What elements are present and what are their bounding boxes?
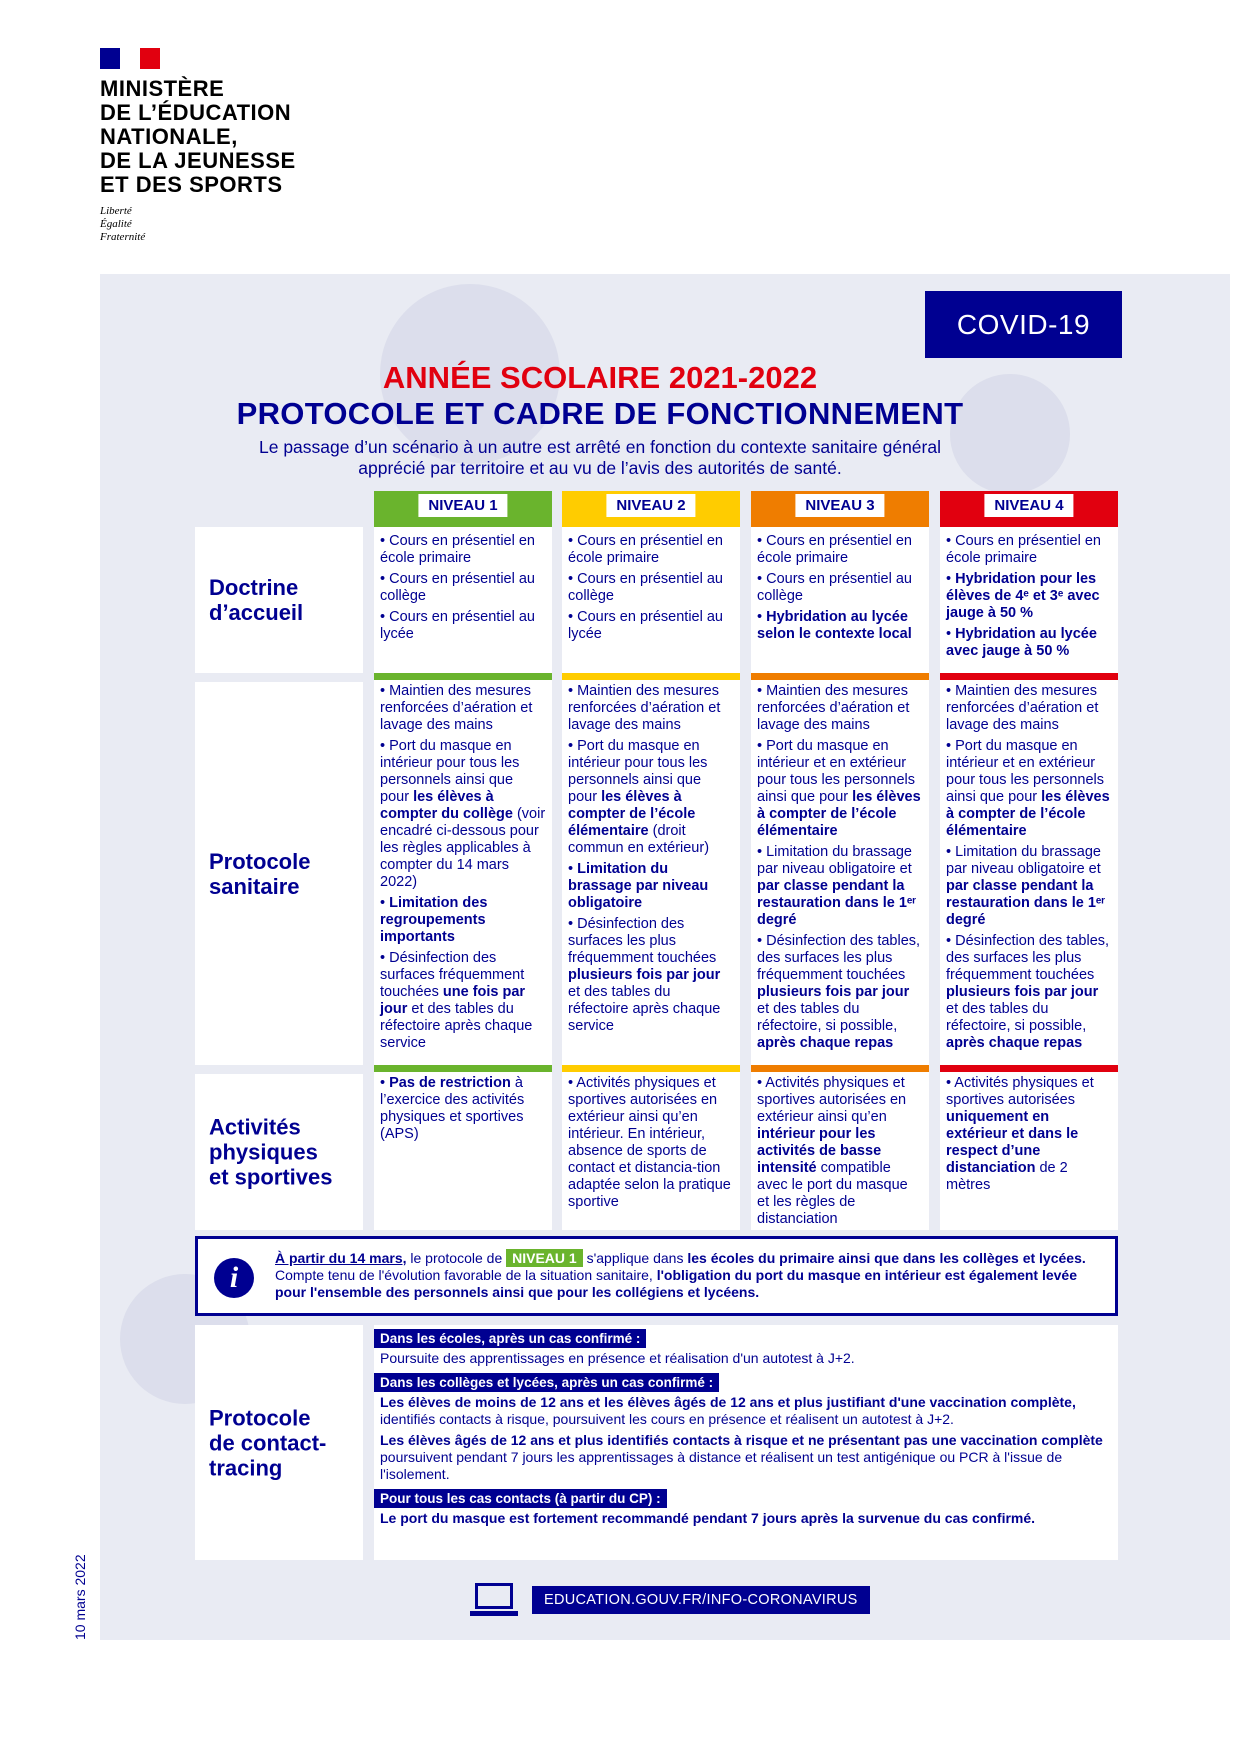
covid-badge: COVID-19 xyxy=(925,291,1122,358)
bullet-text: les élèves à compter de l’école élémentaire xyxy=(757,789,921,839)
bullet-text: • Maintien des mesures renforcées d’aération et lavage des mains xyxy=(946,683,1099,733)
ministry-line: MINISTÈRE xyxy=(100,76,225,101)
bullet-text: Limitation des regroupements importants xyxy=(380,895,488,945)
bullet-item xyxy=(380,533,546,567)
bullet-text: intérieur pour les activités de basse intensité xyxy=(757,1126,882,1176)
level-label: NIVEAU 1 xyxy=(418,494,507,517)
ministry-line: ET DES SPORTS xyxy=(100,172,283,197)
bullet-item xyxy=(946,844,1112,929)
bullet-text: • xyxy=(380,1075,390,1091)
level-header-4 xyxy=(940,491,1118,527)
bullet-text: • Cours en présentiel en école primaire xyxy=(757,533,912,566)
bullet-text: Hybridation au lycée avec jauge à 50 % xyxy=(946,626,1097,659)
secondary-heading: Dans les collèges et lycées, après un cas confirmé : xyxy=(374,1373,719,1392)
level-label: NIVEAU 4 xyxy=(984,494,1073,517)
doctrine-cell-level-1 xyxy=(374,527,552,673)
row-label-line: Activités xyxy=(209,1114,301,1140)
bullet-text: et des tables du réfectoire après chaque service xyxy=(568,984,721,1034)
secondary-text-unvaccinated xyxy=(374,1430,1118,1485)
bullet-text: plusieurs fois par jour xyxy=(757,984,910,1000)
info-box xyxy=(195,1236,1118,1316)
bullet-item xyxy=(380,683,546,734)
row-label-sports xyxy=(195,1074,363,1230)
subtitle-line: apprécié par territoire et au vu de l’avis des autorités de santé. xyxy=(358,458,842,478)
bullet-item xyxy=(946,533,1112,567)
bullet-text: • xyxy=(946,626,956,642)
bullet-text: • Cours en présentiel en école primaire xyxy=(946,533,1101,566)
doctrine-cell-level-4 xyxy=(940,527,1118,673)
motto-line: Fraternité xyxy=(100,231,146,243)
bullet-item xyxy=(757,571,923,605)
bullet-text: Pas de restriction xyxy=(389,1075,511,1091)
school-year-title: ANNÉE SCOLAIRE 2021-2022 xyxy=(382,360,818,395)
sanitary-cell-level-4 xyxy=(940,673,1118,1065)
bullet-item xyxy=(380,950,546,1052)
bullet-text: • Désinfection des surfaces les plus fréquemment touchées xyxy=(568,916,717,966)
republic-motto xyxy=(100,205,296,244)
bullet-item xyxy=(380,571,546,605)
ct-bold: Les élèves de moins de 12 ans et les élèves âgés de 12 ans et plus justifiant d'une vaccination complète, xyxy=(380,1394,1076,1410)
row-label-sanitary xyxy=(195,682,363,1065)
bullet-text: • Cours en présentiel en école primaire xyxy=(568,533,723,566)
row-label-line: Protocole xyxy=(209,848,311,874)
subtitle-line: Le passage d’un scénario à un autre est arrêté en fonction du contexte sanitaire général xyxy=(259,437,941,457)
bullet-item xyxy=(757,738,923,840)
bullet-text: de 2 mètres xyxy=(946,1160,1068,1193)
bullet-text: uniquement en extérieur et dans le respect d’une distanciation xyxy=(946,1109,1079,1176)
sanitary-cell-level-3 xyxy=(751,673,929,1065)
bullet-item xyxy=(757,933,923,1052)
bullet-text: les élèves à compter de l’école élémentaire xyxy=(946,789,1110,839)
bullet-text: • Cours en présentiel au collège xyxy=(380,571,535,604)
schools-heading: Dans les écoles, après un cas confirmé : xyxy=(374,1329,646,1348)
all-contacts-heading: Pour tous les cas contacts (à partir du CP) : xyxy=(374,1489,667,1508)
ct-bold: Les élèves âgés de 12 ans et plus identifiés contacts à risque et ne présentant pas une vaccination complète xyxy=(380,1432,1103,1448)
bullet-item xyxy=(568,861,734,912)
bullet-item xyxy=(380,609,546,643)
info-bold-c: l'obligation du port du masque en intérieur est également levée pour l'ensemble des personnels ainsi que pour les collégiens et lycéens. xyxy=(275,1267,1077,1300)
ministry-line: DE LA JEUNESSE xyxy=(100,148,296,173)
sports-cell-level-3 xyxy=(751,1065,929,1230)
bullet-item xyxy=(380,738,546,891)
bullet-text: compatible avec le port du masque et les règles de distanciation xyxy=(757,1160,908,1227)
level-label: NIVEAU 2 xyxy=(606,494,695,517)
doctrine-cell-level-3 xyxy=(751,527,929,673)
subtitle xyxy=(200,437,1000,479)
info-text-c: Compte tenu de l'évolution favorable de la situation sanitaire, xyxy=(275,1267,657,1283)
bullet-item xyxy=(568,916,734,1035)
bullet-text: • Port du masque en intérieur pour tous les personnels ainsi que pour xyxy=(568,738,708,805)
bullet-text: Hybridation au lycée selon le contexte local xyxy=(757,609,912,642)
bullet-item xyxy=(380,895,546,946)
bullet-item xyxy=(946,1075,1112,1194)
motto-line: Égalité xyxy=(100,218,132,230)
bullet-text: Limitation du brassage par niveau obligatoire xyxy=(568,861,709,911)
ct-plain: identifiés contacts à risque, poursuivent les cours en présence et réalisent un autotest à J+2. xyxy=(380,1411,954,1427)
bullet-text: • Limitation du brassage par niveau obligatoire et xyxy=(757,844,912,877)
info-bold-b: les écoles du primaire ainsi que dans les collèges et lycées. xyxy=(687,1250,1086,1266)
bullet-text: et des tables du réfectoire après chaque service xyxy=(380,1001,533,1051)
bullet-item xyxy=(757,844,923,929)
bullet-text: • Activités physiques et sportives autorisées xyxy=(946,1075,1094,1108)
info-date: À partir du 14 mars, xyxy=(275,1250,407,1266)
bullet-text: • Cours en présentiel au lycée xyxy=(568,609,723,642)
sports-cell-level-4 xyxy=(940,1065,1118,1230)
bullet-item xyxy=(946,626,1112,660)
bullet-text: • Port du masque en intérieur pour tous les personnels ainsi que pour xyxy=(380,738,520,805)
info-text xyxy=(275,1250,1105,1301)
bullet-text: après chaque repas xyxy=(757,1035,894,1051)
level-header-2 xyxy=(562,491,740,527)
row-label-line: de contact- xyxy=(209,1430,327,1455)
bullet-text: Hybridation pour les élèves de 4ᵉ et 3ᵉ avec jauge à 50 % xyxy=(946,571,1100,621)
bullet-text: • xyxy=(568,861,578,877)
bullet-item xyxy=(757,533,923,567)
level-header-1 xyxy=(374,491,552,527)
row-label-doctrine xyxy=(195,527,363,673)
level-header-3 xyxy=(751,491,929,527)
level-1-tag: NIVEAU 1 xyxy=(506,1249,583,1267)
all-contacts-text xyxy=(374,1508,1118,1529)
bullet-item xyxy=(946,571,1112,622)
bullet-item xyxy=(757,1075,923,1228)
bullet-item xyxy=(568,609,734,643)
bullet-text: • Activités physiques et sportives autorisées en extérieur ainsi qu’en intérieur. En intérieur, absence de sports de contact et distancia-tion adaptée selon la pratique sportive xyxy=(568,1075,731,1210)
bullet-text: par classe pendant la restauration dans le 1ᵉʳ degré xyxy=(946,878,1105,928)
bullet-text: plusieurs fois par jour xyxy=(568,967,721,983)
row-label-line: physiques xyxy=(209,1139,318,1165)
bullet-item xyxy=(380,1075,546,1143)
bullet-text: • Maintien des mesures renforcées d’aération et lavage des mains xyxy=(568,683,721,733)
bullet-text: • Maintien des mesures renforcées d’aération et lavage des mains xyxy=(757,683,910,733)
bullet-text: une fois par jour xyxy=(380,984,526,1017)
bullet-text: (voir encadré ci-dessous pour les règles applicables à compter du 14 mars 2022) xyxy=(380,806,546,890)
sports-cell-level-2 xyxy=(562,1065,740,1230)
sanitary-cell-level-2 xyxy=(562,673,740,1065)
marianne-flag-icon xyxy=(100,48,160,69)
bullet-item xyxy=(757,683,923,734)
ministry-line: DE L’ÉDUCATION xyxy=(100,100,292,125)
bullet-text: • Cours en présentiel en école primaire xyxy=(380,533,535,566)
laptop-icon xyxy=(470,1583,518,1617)
motto-line: Liberté xyxy=(100,205,132,217)
sanitary-cell-level-1 xyxy=(374,673,552,1065)
row-label-line: et sportives xyxy=(209,1164,333,1190)
footer xyxy=(470,1583,870,1617)
ministry-logo xyxy=(100,48,296,244)
bullet-item xyxy=(946,738,1112,840)
bullet-text: à l’exercice des activités physiques et sportives (APS) xyxy=(380,1075,525,1142)
bullet-text: • Limitation du brassage par niveau obligatoire et xyxy=(946,844,1101,877)
info-text-b: s'applique dans xyxy=(582,1250,688,1266)
doctrine-cell-level-2 xyxy=(562,527,740,673)
bullet-text: et des tables du réfectoire, si possible, xyxy=(757,1001,898,1034)
bullet-text: • Maintien des mesures renforcées d’aération et lavage des mains xyxy=(380,683,533,733)
info-url-link[interactable]: EDUCATION.GOUV.FR/INFO-CORONAVIRUS xyxy=(532,1586,870,1614)
info-text-a: le protocole de xyxy=(406,1250,507,1266)
bullet-text: les élèves à compter du collège xyxy=(380,789,513,822)
bullet-item xyxy=(568,683,734,734)
row-label-line: Protocole xyxy=(209,1405,311,1430)
bullet-text: • Cours en présentiel au collège xyxy=(757,571,912,604)
bullet-text: plusieurs fois par jour xyxy=(946,984,1099,1000)
ministry-name xyxy=(100,77,296,197)
bullet-text: • Désinfection des tables, des surfaces les plus fréquemment touchées xyxy=(757,933,921,983)
secondary-text-vaccinated xyxy=(374,1392,1118,1430)
bullet-text: • Port du masque en intérieur et en extérieur pour tous les personnels ainsi que pour xyxy=(946,738,1104,805)
bullet-item xyxy=(568,571,734,605)
bullet-text: • xyxy=(757,609,767,625)
bullet-text: (droit commun en extérieur) xyxy=(568,823,710,856)
bullet-text: • Désinfection des tables, des surfaces les plus fréquemment touchées xyxy=(946,933,1110,983)
row-label-contact-tracing xyxy=(195,1325,363,1560)
publication-date: 10 mars 2022 xyxy=(72,1554,88,1640)
ministry-line: NATIONALE, xyxy=(100,124,238,149)
bullet-text: • Port du masque en intérieur et en extérieur pour tous les personnels ainsi que pour xyxy=(757,738,915,805)
ct-plain: poursuivent pendant 7 jours les apprentissages à distance et réalisent un test antigénique ou PCR à l'issue de l'isolement. xyxy=(380,1449,1063,1482)
bullet-text: • xyxy=(946,571,956,587)
bullet-text: • Activités physiques et sportives autorisées en extérieur ainsi qu’en xyxy=(757,1075,907,1125)
bullet-text: • Cours en présentiel au collège xyxy=(568,571,723,604)
row-label-line: d’accueil xyxy=(209,600,304,625)
protocol-title: PROTOCOLE ET CADRE DE FONCTIONNEMENT xyxy=(236,396,964,431)
bullet-item xyxy=(568,738,734,857)
level-label: NIVEAU 3 xyxy=(795,494,884,517)
bullet-item xyxy=(568,533,734,567)
bullet-text: • Désinfection des surfaces fréquemment touchées xyxy=(380,950,525,1000)
row-label-line: sanitaire xyxy=(209,873,300,899)
bullet-item xyxy=(946,933,1112,1052)
ct-bold: Le port du masque est fortement recommandé pendant 7 jours après la survenue du cas confirmé. xyxy=(380,1510,1036,1526)
bullet-item xyxy=(946,683,1112,734)
bullet-item xyxy=(757,609,923,643)
row-label-line: tracing xyxy=(209,1455,283,1480)
bullet-text: • Cours en présentiel au lycée xyxy=(380,609,535,642)
bullet-text: les élèves à compter de l’école élémentaire xyxy=(568,789,696,839)
schools-text: Poursuite des apprentissages en présence et réalisation d'un autotest à J+2. xyxy=(380,1350,855,1366)
contact-tracing-cell xyxy=(374,1325,1118,1560)
bullet-text: et des tables du réfectoire, si possible, xyxy=(946,1001,1087,1034)
bullet-text: par classe pendant la restauration dans le 1ᵉʳ degré xyxy=(757,878,916,928)
sports-cell-level-1 xyxy=(374,1065,552,1230)
row-label-line: Doctrine xyxy=(209,575,299,600)
info-icon: i xyxy=(214,1258,254,1298)
bullet-text: • xyxy=(380,895,390,911)
bullet-item xyxy=(568,1075,734,1211)
bullet-text: après chaque repas xyxy=(946,1035,1083,1051)
